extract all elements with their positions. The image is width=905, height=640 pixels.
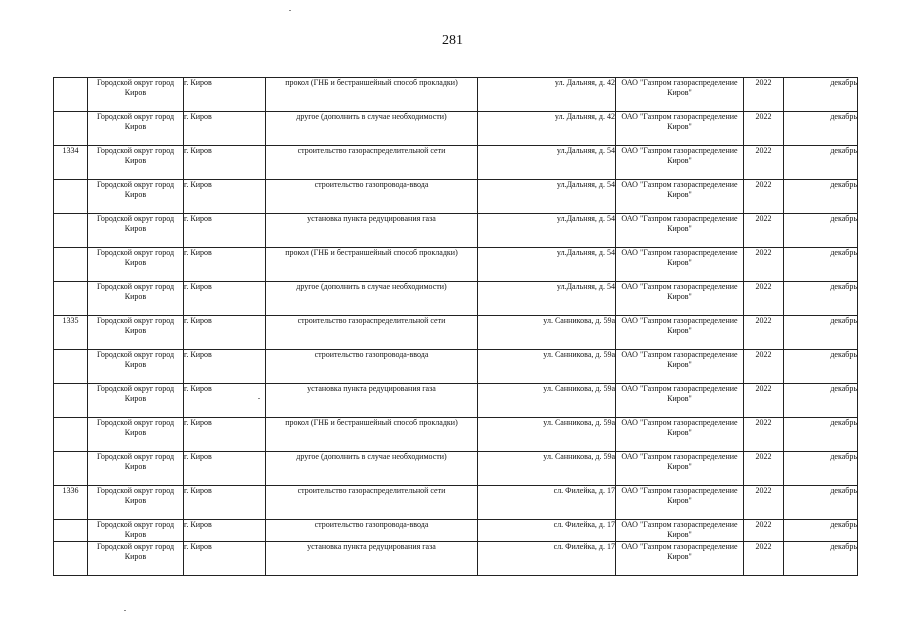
district-line: Городской округ город (96, 146, 175, 155)
address-cell: ул. Дальняя, д. 42 (478, 112, 616, 146)
address-cell: ул. Дальняя, д. 42 (478, 78, 616, 112)
district-cell (88, 452, 184, 486)
organization-line: ОАО "Газпром газораспределение (621, 316, 738, 325)
month-cell: декабрь (784, 282, 858, 316)
district-cell (88, 282, 184, 316)
organization-cell (616, 180, 744, 214)
address-cell: ул.Дальняя, д. 54 (478, 214, 616, 248)
table-row (54, 350, 858, 384)
organization-line: Киров" (667, 552, 692, 561)
work-type-cell: строительство газораспределительной сети (266, 146, 478, 180)
table-row (54, 214, 858, 248)
city-cell: г. Киров (184, 350, 266, 384)
district-line: Киров (124, 258, 147, 267)
district-line: Киров (124, 360, 147, 369)
organization-line: Киров" (667, 462, 692, 471)
work-type-cell: строительство газопровода-ввода (266, 350, 478, 384)
row-number (54, 520, 88, 542)
work-type-cell: прокол (ГНБ и бестраншейный способ прокладки) (266, 248, 478, 282)
month-cell: декабрь (784, 350, 858, 384)
work-type-cell: установка пункта редуцирования газа (266, 542, 478, 576)
work-type-cell: установка пункта редуцирования газа (266, 214, 478, 248)
year-cell: 2022 (744, 542, 784, 576)
work-type-cell: прокол (ГНБ и бестраншейный способ прокладки) (266, 78, 478, 112)
district-line: Городской округ город (96, 180, 175, 189)
year-cell: 2022 (744, 418, 784, 452)
work-type-cell: строительство газопровода-ввода (266, 520, 478, 542)
organization-line: ОАО "Газпром газораспределение (621, 452, 738, 461)
organization-line: Киров" (667, 326, 692, 335)
row-number (54, 384, 88, 418)
organization-line: ОАО "Газпром газораспределение (621, 248, 738, 257)
organization-line: ОАО "Газпром газораспределение (621, 418, 738, 427)
row-number: 1336 (54, 486, 88, 520)
table-row (54, 282, 858, 316)
organization-line: Киров" (667, 190, 692, 199)
district-cell (88, 520, 184, 542)
table-row (54, 316, 858, 350)
month-cell: декабрь (784, 316, 858, 350)
organization-cell (616, 350, 744, 384)
district-line: Киров (124, 496, 147, 505)
organization-line: ОАО "Газпром газораспределение (621, 78, 738, 87)
district-line: Киров (124, 530, 147, 539)
district-line: Городской округ город (96, 248, 175, 257)
month-cell: декабрь (784, 418, 858, 452)
month-cell: декабрь (784, 248, 858, 282)
address-cell: ул.Дальняя, д. 54 (478, 248, 616, 282)
year-cell: 2022 (744, 112, 784, 146)
organization-cell (616, 384, 744, 418)
organization-line: ОАО "Газпром газораспределение (621, 112, 738, 121)
organization-line: Киров" (667, 360, 692, 369)
organization-line: Киров" (667, 292, 692, 301)
table-row (54, 384, 858, 418)
month-cell: декабрь (784, 452, 858, 486)
organization-cell (616, 316, 744, 350)
organization-cell (616, 146, 744, 180)
work-type-cell: другое (дополнить в случае необходимости) (266, 282, 478, 316)
organization-line: ОАО "Газпром газораспределение (621, 520, 738, 529)
city-cell: г. Киров (184, 486, 266, 520)
month-cell: декабрь (784, 520, 858, 542)
row-number (54, 180, 88, 214)
page-number: 281 (442, 33, 463, 48)
organization-cell (616, 452, 744, 486)
table-row (54, 146, 858, 180)
year-cell: 2022 (744, 384, 784, 418)
address-cell: ул. Санникова, д. 59а (478, 316, 616, 350)
address-cell: сл. Филейка, д. 17 (478, 486, 616, 520)
scan-speck (124, 610, 126, 611)
year-cell: 2022 (744, 248, 784, 282)
row-number (54, 350, 88, 384)
row-number (54, 418, 88, 452)
district-line: Киров (124, 156, 147, 165)
month-cell: декабрь (784, 384, 858, 418)
district-line: Городской округ город (96, 316, 175, 325)
address-cell: ул. Санникова, д. 59а (478, 418, 616, 452)
district-cell (88, 146, 184, 180)
address-cell: ул. Санникова, д. 59а (478, 384, 616, 418)
month-cell: декабрь (784, 180, 858, 214)
organization-line: Киров" (667, 428, 692, 437)
year-cell: 2022 (744, 316, 784, 350)
address-cell: сл. Филейка, д. 17 (478, 520, 616, 542)
table-row (54, 520, 858, 542)
row-number (54, 112, 88, 146)
address-cell: ул.Дальняя, д. 54 (478, 180, 616, 214)
organization-cell (616, 542, 744, 576)
address-cell: ул. Санникова, д. 59а (478, 452, 616, 486)
organization-line: Киров" (667, 156, 692, 165)
month-cell: декабрь (784, 112, 858, 146)
city-cell: г. Киров (184, 520, 266, 542)
district-line: Городской округ город (96, 520, 175, 529)
row-number (54, 248, 88, 282)
district-line: Городской округ город (96, 542, 175, 551)
district-line: Киров (124, 190, 147, 199)
table-row (54, 486, 858, 520)
city-cell: г. Киров (184, 78, 266, 112)
city-cell: г. Киров (184, 384, 266, 418)
work-type-cell: строительство газораспределительной сети (266, 316, 478, 350)
address-cell: сл. Филейка, д. 17 (478, 542, 616, 576)
district-line: Городской округ город (96, 452, 175, 461)
district-cell (88, 248, 184, 282)
organization-line: Киров" (667, 258, 692, 267)
organization-cell (616, 214, 744, 248)
organization-line: ОАО "Газпром газораспределение (621, 384, 738, 393)
row-number (54, 542, 88, 576)
district-cell (88, 384, 184, 418)
year-cell: 2022 (744, 520, 784, 542)
organization-cell (616, 418, 744, 452)
year-cell: 2022 (744, 146, 784, 180)
row-number (54, 214, 88, 248)
district-line: Киров (124, 88, 147, 97)
district-cell (88, 180, 184, 214)
district-line: Киров (124, 224, 147, 233)
district-line: Киров (124, 122, 147, 131)
work-type-cell: другое (дополнить в случае необходимости) (266, 112, 478, 146)
district-cell (88, 486, 184, 520)
organization-line: Киров" (667, 530, 692, 539)
district-line: Киров (124, 462, 147, 471)
month-cell: декабрь (784, 214, 858, 248)
year-cell: 2022 (744, 486, 784, 520)
organization-line: Киров" (667, 224, 692, 233)
table-row (54, 542, 858, 576)
organization-line: ОАО "Газпром газораспределение (621, 542, 738, 551)
district-line: Городской округ город (96, 112, 175, 121)
table-row (54, 248, 858, 282)
organization-line: ОАО "Газпром газораспределение (621, 486, 738, 495)
organization-cell (616, 520, 744, 542)
scan-speck (289, 10, 291, 11)
district-line: Городской округ город (96, 384, 175, 393)
month-cell: декабрь (784, 78, 858, 112)
row-number (54, 78, 88, 112)
district-line: Киров (124, 394, 147, 403)
organization-cell (616, 78, 744, 112)
district-cell (88, 78, 184, 112)
organization-line: Киров" (667, 394, 692, 403)
table-row (54, 452, 858, 486)
organization-line: Киров" (667, 88, 692, 97)
city-cell: г. Киров (184, 146, 266, 180)
organization-cell (616, 112, 744, 146)
year-cell: 2022 (744, 180, 784, 214)
organization-line: Киров" (667, 122, 692, 131)
city-cell: г. Киров (184, 112, 266, 146)
work-type-cell: другое (дополнить в случае необходимости) (266, 452, 478, 486)
city-cell: г. Киров (184, 452, 266, 486)
year-cell: 2022 (744, 350, 784, 384)
city-cell: г. Киров (184, 418, 266, 452)
month-cell: декабрь (784, 146, 858, 180)
row-number (54, 282, 88, 316)
district-line: Городской округ город (96, 78, 175, 87)
organization-line: ОАО "Газпром газораспределение (621, 146, 738, 155)
city-cell: г. Киров (184, 542, 266, 576)
district-line: Городской округ город (96, 214, 175, 223)
organization-line: ОАО "Газпром газораспределение (621, 282, 738, 291)
district-line: Киров (124, 292, 147, 301)
organization-line: ОАО "Газпром газораспределение (621, 214, 738, 223)
district-cell (88, 112, 184, 146)
address-cell: ул.Дальняя, д. 54 (478, 146, 616, 180)
row-number: 1334 (54, 146, 88, 180)
month-cell: декабрь (784, 486, 858, 520)
year-cell: 2022 (744, 282, 784, 316)
city-cell: г. Киров (184, 214, 266, 248)
organization-cell (616, 486, 744, 520)
address-cell: ул.Дальняя, д. 54 (478, 282, 616, 316)
organization-line: ОАО "Газпром газораспределение (621, 180, 738, 189)
work-type-cell: строительство газопровода-ввода (266, 180, 478, 214)
table-row (54, 112, 858, 146)
table-row (54, 78, 858, 112)
month-cell: декабрь (784, 542, 858, 576)
district-line: Городской округ город (96, 282, 175, 291)
year-cell: 2022 (744, 214, 784, 248)
district-cell (88, 542, 184, 576)
year-cell: 2022 (744, 452, 784, 486)
city-cell: г. Киров (184, 248, 266, 282)
city-cell: г. Киров (184, 316, 266, 350)
work-type-cell: установка пункта редуцирования газа (266, 384, 478, 418)
works-table (53, 77, 858, 576)
district-cell (88, 350, 184, 384)
city-cell: г. Киров (184, 282, 266, 316)
organization-cell (616, 282, 744, 316)
district-cell (88, 418, 184, 452)
organization-line: ОАО "Газпром газораспределение (621, 350, 738, 359)
district-line: Городской округ город (96, 486, 175, 495)
row-number (54, 452, 88, 486)
organization-cell (616, 248, 744, 282)
district-line: Киров (124, 326, 147, 335)
district-line: Киров (124, 552, 147, 561)
row-number: 1335 (54, 316, 88, 350)
address-cell: ул. Санникова, д. 59а (478, 350, 616, 384)
work-type-cell: строительство газораспределительной сети (266, 486, 478, 520)
district-cell (88, 214, 184, 248)
district-cell (88, 316, 184, 350)
district-line: Городской округ город (96, 350, 175, 359)
district-line: Киров (124, 428, 147, 437)
city-cell: г. Киров (184, 180, 266, 214)
table-row (54, 180, 858, 214)
scan-speck (258, 398, 260, 399)
year-cell: 2022 (744, 78, 784, 112)
work-type-cell: прокол (ГНБ и бестраншейный способ прокладки) (266, 418, 478, 452)
table-row (54, 418, 858, 452)
table-body (54, 78, 858, 576)
district-line: Городской округ город (96, 418, 175, 427)
organization-line: Киров" (667, 496, 692, 505)
